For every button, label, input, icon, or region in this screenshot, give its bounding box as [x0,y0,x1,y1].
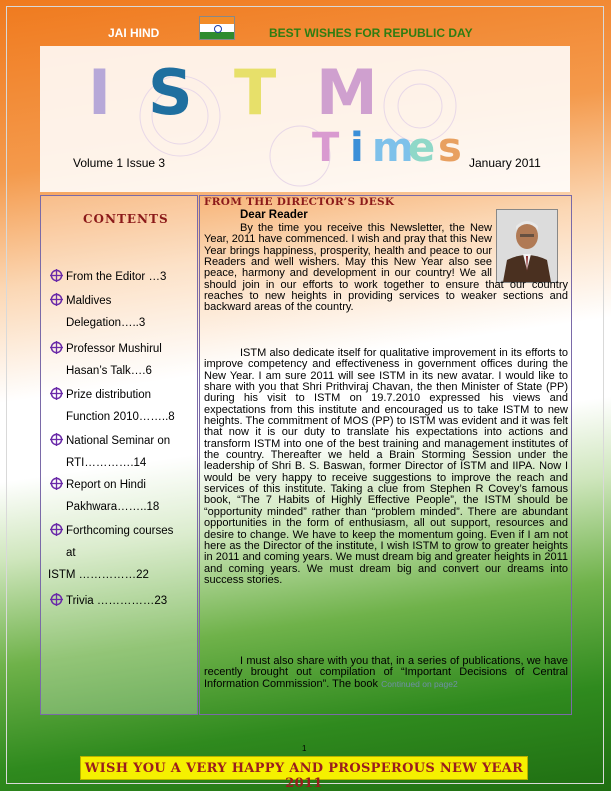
toc-item-label: Pakhwara……..18 [66,501,160,513]
toc-item-label: Trivia ……………23 [66,595,168,607]
title-letter-i: I [88,56,112,129]
toc-item[interactable] [50,266,166,288]
masthead [40,46,570,192]
toc-item-label: ISTM ……………22 [48,569,149,581]
toc-item-label: Forthcoming courses [66,525,174,537]
crosshair-bullet-icon [50,523,63,536]
toc-item-label: Function 2010……..8 [66,411,175,423]
masthead-pattern [40,46,570,192]
title-letter-t: T [234,56,277,129]
page-number: 1 [302,744,307,753]
crosshair-bullet-icon [50,433,63,446]
article-body [204,223,568,314]
crosshair-bullet-icon [50,341,63,354]
article-paragraph-3 [204,656,568,690]
article-paragraph-2 [204,348,568,586]
toc-item-label: Maldives [66,295,112,307]
toc-item[interactable] [50,290,145,334]
header-right-text: BEST WISHES FOR REPUBLIC DAY [269,26,473,40]
article-salutation: Dear Reader [240,209,308,221]
title-letter-s: S [148,56,193,129]
crosshair-bullet-icon [50,293,63,306]
toc-item-label: Hasan’s Talk….6 [66,365,152,377]
toc-item[interactable] [50,384,175,428]
header-left-text: JAI HIND [108,26,160,40]
subtitle-letter-s: s [438,125,462,171]
toc-item-label: Prize distribution [66,389,152,401]
toc-item-label: Professor Mushirul [66,343,162,355]
continued-link[interactable]: Continued on page2 [381,678,458,689]
toc-item[interactable] [50,520,173,564]
toc-item[interactable] [50,430,170,474]
toc-item-label: From the Editor …3 [66,271,167,283]
article-body-2 [204,348,568,586]
issue-date: January 2011 [469,156,541,170]
paragraph-text: I must also share with you that, in a series of publications, we have recently brought out compilation of “Important Decisions of Central Information Commission”. The book [204,655,568,690]
india-flag-icon [199,16,235,40]
paragraph-text: ISTM also dedicate itself for qualitative improvement in its efforts to improve competency and effectiveness in government offices during the New Year. I am sure 2011 will see ISTM in its new avatar. I would like to share with you that Shri Prithviraj Chavan, the then Minister of State (PP) during his visit to ISTM on 19.7.2010 expressed his views and expectations from this institute and encouraged us to take ISTM to new heights. The commitment of MOS (PP) to ISTM was evident and it was felt that now it is our duty to translate his expectations into actions and transform ISTM into one of the best training and management institutes of the country. Thereafter we held a Brain Storming Session under the leadership of Shri B. S. Baswan, former Director of ISTM and IIPA. Now I would be very happy to receive suggestions to improve the reach and services of this institute. Taking a clue from Stephen R Covey’s famous book, “The 7 Habits of Highly Effective People”, the ISTM should be “opportunity minded” rather than “problem minded”. There are abundant opportunities in the form of enthusiasm, all out support, resources and desire to change. We have to keep the momentum going. Even if I am not here as the Director of the institute, I wish ISTM to grow to greater heights in 2011 and coming years. We must dream big and greater heights in 2011 and coming years. We must dream big and convert our dreams into success stories. [204,347,568,586]
crosshair-bullet-icon [50,477,63,490]
subtitle-letter-m: m [372,125,414,171]
subtitle-letter-i: i [350,125,364,171]
toc-item[interactable] [50,590,167,612]
toc-item-label: Delegation…..3 [66,317,146,329]
crosshair-bullet-icon [50,387,63,400]
article-title: FROM THE DIRECTOR’S DESK [204,196,395,208]
subtitle-letter-e: e [408,125,436,171]
subtitle-letter-t: T [312,125,340,171]
article-paragraph-1a [204,223,568,314]
contents-title: CONTENTS [83,212,169,226]
crosshair-bullet-icon [50,593,63,606]
toc-item-label: National Seminar on [66,435,171,447]
toc-item-label: Report on Hindi [66,479,146,491]
toc-item[interactable] [50,474,159,518]
toc-item-label: RTI………….14 [66,457,147,469]
volume-issue: Volume 1 Issue 3 [73,156,166,170]
toc-item[interactable] [50,338,162,382]
paragraph-text: By the time you receive this Newsletter, the New Year, 2011 have commenced. I wish and pray that this New Year brings happiness, prosperity, health and peace to our Readers and well wishers. May this New Year also see peace, harmony and development in our country! We all should join in our efforts to work together to ensure that our country reaches to new heights in providing services to weaker sections and backward areas of the country. [204,222,568,314]
crosshair-bullet-icon [50,269,63,282]
article-body-3 [204,656,568,690]
toc-item-label: at [66,547,76,559]
footer-text: WISH YOU A VERY HAPPY AND PROSPEROUS NEW YEAR 2011 [84,761,524,791]
title-letter-m: M [316,56,378,129]
toc-item-continuation[interactable] [48,564,149,586]
